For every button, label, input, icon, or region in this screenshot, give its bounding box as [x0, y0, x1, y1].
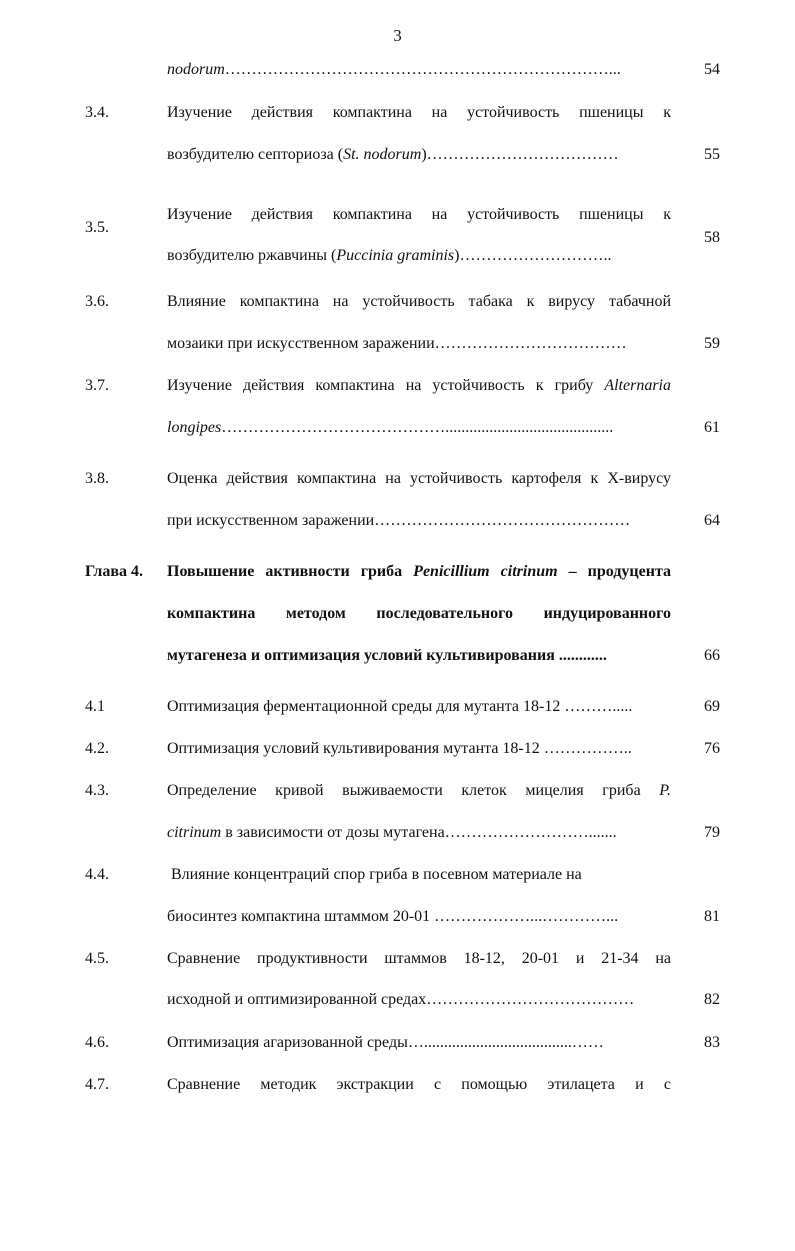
- entry-title-line: биосинтез компактина штаммом 20-01 ………………...…………...: [167, 908, 619, 925]
- entry-dot-leader: )………………………..: [454, 247, 612, 264]
- entry-italic-term: Penicillium citrinum: [413, 563, 558, 580]
- entry-title-line: [167, 782, 671, 800]
- chapter-number: Глава 4.: [85, 563, 143, 580]
- entry-title-line: Оптимизация агаризованной среды….....................................……: [167, 1034, 604, 1051]
- page-number: 3: [393, 26, 402, 45]
- entry-title-line: [167, 419, 671, 437]
- entry-dot-leader: ……………………………………..........................................: [221, 419, 614, 436]
- entry-dot-leader: )………………………………: [421, 146, 619, 163]
- entry-number: 3.7.: [85, 377, 109, 394]
- entry-page-number: 58: [704, 229, 720, 246]
- entry-number: 4.7.: [85, 1076, 109, 1093]
- entry-text: Повышение активности гриба: [167, 563, 414, 580]
- entry-dot-leader: ………………………………………………………………...: [224, 61, 621, 78]
- entry-italic-term: P.: [659, 782, 671, 799]
- entry-page-number: 83: [704, 1034, 720, 1051]
- entry-title-line: Изучение действия компактина на устойчивость пшеницы к: [167, 104, 671, 121]
- entry-page-number: 66: [704, 647, 720, 664]
- entry-number: 4.2.: [85, 740, 109, 757]
- chapter-title-line: [167, 563, 671, 581]
- entry-page-number: 76: [704, 740, 720, 757]
- entry-title-line: мозаики при искусственном заражении………………………………: [167, 335, 627, 352]
- entry-title-line: [167, 824, 671, 842]
- entry-number: 3.5.: [85, 219, 109, 236]
- entry-title-line: Влияние компактина на устойчивость табака к вирусу табачной: [167, 293, 671, 310]
- entry-page-number: 55: [704, 146, 720, 163]
- entry-dot-leader: в зависимости от дозы мутагена……………………….......: [221, 824, 617, 841]
- entry-title-line: Сравнение продуктивности штаммов 18-12, 20-01 и 21-34 на: [167, 950, 671, 967]
- entry-italic-term: St. nodorum: [343, 146, 422, 163]
- entry-text: – продуцента: [557, 563, 671, 580]
- entry-number: 3.8.: [85, 470, 109, 487]
- entry-page-number: 59: [704, 335, 720, 352]
- entry-number: 4.3.: [85, 782, 109, 799]
- chapter-title-line: мутагенеза и оптимизация условий культивирования ............: [167, 647, 607, 664]
- toc-entry-continuation: [167, 61, 671, 79]
- entry-number: 4.1: [85, 698, 105, 715]
- entry-italic-term: Alternaria: [604, 377, 671, 394]
- entry-page-number: 64: [704, 512, 720, 529]
- entry-italic-term: citrinum: [167, 824, 222, 841]
- entry-title-line: Оптимизация ферментационной среды для мутанта 18-12 ……….....: [167, 698, 633, 715]
- entry-number: 4.6.: [85, 1034, 109, 1051]
- entry-number: 3.4.: [85, 104, 109, 121]
- entry-title-line: исходной и оптимизированной средах…………………………………: [167, 991, 635, 1008]
- entry-title-line: Сравнение методик экстракции с помощью этилацета и с: [167, 1076, 671, 1093]
- entry-text: Определение кривой выживаемости клеток мицелия гриба: [167, 782, 660, 799]
- entry-title-line: Влияние концентраций спор гриба в посевном материале на: [171, 866, 582, 883]
- entry-text: возбудителю септориоза (: [167, 146, 344, 163]
- entry-page-number: 54: [704, 61, 720, 78]
- entry-number: 3.6.: [85, 293, 109, 310]
- entry-title-line: Изучение действия компактина на устойчивость пшеницы к: [167, 206, 671, 223]
- entry-italic-term: Puccinia graminis: [336, 247, 455, 264]
- entry-title-line: [167, 247, 671, 265]
- entry-italic-term: nodorum: [167, 61, 225, 78]
- entry-italic-term: longipes: [167, 419, 222, 436]
- entry-text: Изучение действия компактина на устойчивость к грибу: [167, 377, 605, 394]
- entry-number: 4.5.: [85, 950, 109, 967]
- entry-title-line: [167, 377, 671, 395]
- entry-title-line: Оптимизация условий культивирования мутанта 18-12 ……………..: [167, 740, 632, 757]
- entry-number: 4.4.: [85, 866, 109, 883]
- entry-title-line: при искусственном заражении…………………………………………: [167, 512, 631, 529]
- entry-page-number: 82: [704, 991, 720, 1008]
- entry-page-number: 79: [704, 824, 720, 841]
- entry-title-line: Оценка действия компактина на устойчивость картофеля к Х-вирусу: [167, 470, 671, 487]
- entry-title-line: [167, 146, 671, 164]
- entry-page-number: 81: [704, 908, 720, 925]
- chapter-title-line: компактина методом последовательного индуцированного: [167, 605, 671, 622]
- entry-text: возбудителю ржавчины (: [167, 247, 337, 264]
- entry-page-number: 69: [704, 698, 720, 715]
- entry-page-number: 61: [704, 419, 720, 436]
